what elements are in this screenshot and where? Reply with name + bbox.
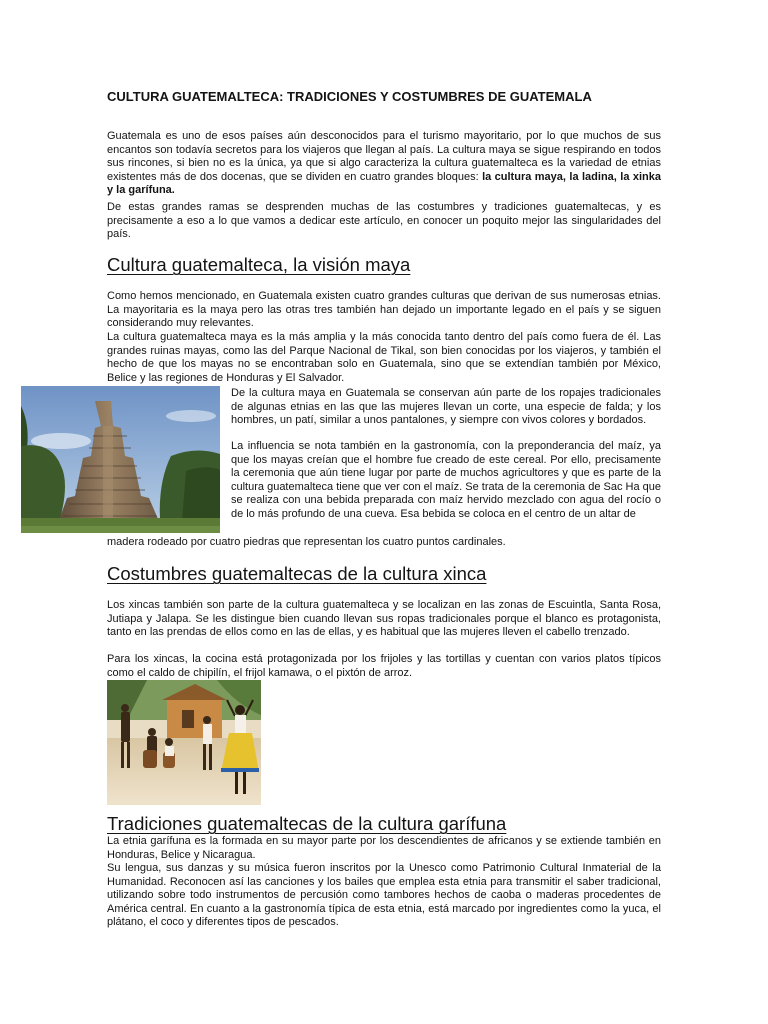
garifuna-paragraph-2: Su lengua, sus danzas y su música fueron inscritos por la Unesco como Patrimonio Cultural Inmaterial de la Humanidad. Reconocen así las canciones y los bailes que emplea esta etnia para transmitir el saber tradicional, utilizando sobre todo instrumentos de percusión como tambores hechos de caoba o maderas procedentes de América central. En cuanto a la gastronomía típica de esta etnia, está marcado por ingredientes como la yuca, el plátano, el coco y diferentes tipos de pescados. [107, 862, 661, 929]
xinca-paragraph-2: Para los xincas, la cocina está protagonizada por los frijoles y las tortillas y cuentan con varios platos típicos como el caldo de chipilín, el frijol kamawa, o el pixtón de arroz. [107, 653, 661, 679]
tikal-temple-image [21, 386, 220, 533]
heading-maya: Cultura guatemalteca, la visión maya [107, 254, 411, 275]
garifuna-dancers-image [107, 680, 261, 805]
maya-paragraph-1: Como hemos mencionado, en Guatemala existen cuatro grandes culturas que derivan de sus numerosas etnias. La mayoritaria es la maya pero las otras tres también han dejado un importante legado en el país y se siguen considerando muy relevantes. [107, 290, 661, 330]
heading-xinca: Costumbres guatemaltecas de la cultura xinca [107, 563, 487, 584]
maya-paragraph-2: La cultura guatemalteca maya es la más amplia y la más conocida tanto dentro del país como fuera de él. Las grandes ruinas mayas, como las del Parque Nacional de Tikal, son bien conocidas por los viajeros, y también el hecho de que los mayas no se encontraban solo en Guatemala, sino que se extendían también por México, Belice y las regiones de Honduras y El Salvador. [107, 331, 661, 384]
maya-paragraph-4-end: madera rodeado por cuatro piedras que representan los cuatro puntos cardinales. [107, 536, 506, 548]
garifuna-paragraph-1: La etnia garífuna es la formada en su mayor parte por los descendientes de africanos y se extiende también en Honduras, Belice y Nicaragua. [107, 835, 661, 861]
page-title: CULTURA GUATEMALTECA: TRADICIONES Y COSTUMBRES DE GUATEMALA [107, 89, 592, 104]
intro-text: Guatemala es uno de esos países aún desconocidos para el turismo mayoritario, por lo que muchos de sus encantos son todavía secretos para los viajeros que llegan al país. La cultura maya se sigue respirando en todos sus rincones, si bien no es la única, ya que si algo caracteriza la cultura guatemalteca es la variedad de etnias existentes más de dos docenas, que se dividen en cuatro grandes bloques: [107, 130, 661, 183]
intro-bold-text: la cultura maya, la ladina, la xinka y la garífuna. [107, 170, 661, 197]
maya-paragraph-3: De la cultura maya en Guatemala se conservan aún parte de los ropajes tradicionales de algunas etnias en las que las mujeres llevan un corte, una especie de falda; y los hombres, un patí, similar a unos pantalones, y siempre con vivos colores y bordados. [231, 387, 661, 427]
maya-paragraph-4: La influencia se nota también en la gastronomía, con la preponderancia del maíz, ya que los mayas creían que el hombre fue creado de este cereal. Por ello, precisamente la ceremonia que aún tiene lugar por parte de muchos agricultores y que es parte de la cultura guatemalteca tiene que ver con el maíz. Se trata de la ceremonia de Sac Ha que se realiza con una bebida preparada con maíz hervido mezclado con agua del rocío o de lo más profundo de una cueva. Esa bebida se coloca en el centro de un altar de [231, 440, 661, 520]
intro-paragraph-2: De estas grandes ramas se desprenden muchas de las costumbres y tradiciones guatemaltecas, y es precisamente a eso a lo que vamos a dedicar este artículo, en conocer un poquito mejor las singularidades del país. [107, 201, 661, 241]
intro-paragraph-1 [107, 130, 661, 198]
xinca-paragraph-1: Los xincas también son parte de la cultura guatemalteca y se localizan en las zonas de Escuintla, Santa Rosa, Jutiapa y Jalapa. Se les distingue bien cuando llevan sus ropas tradicionales porque el blanco es protagonista, tanto en las prendas de ellos como en las de ellas, y es habitual que las mujeres lleven el cabello trenzado. [107, 599, 661, 639]
heading-garifuna: Tradiciones guatemaltecas de la cultura garífuna [107, 813, 507, 834]
